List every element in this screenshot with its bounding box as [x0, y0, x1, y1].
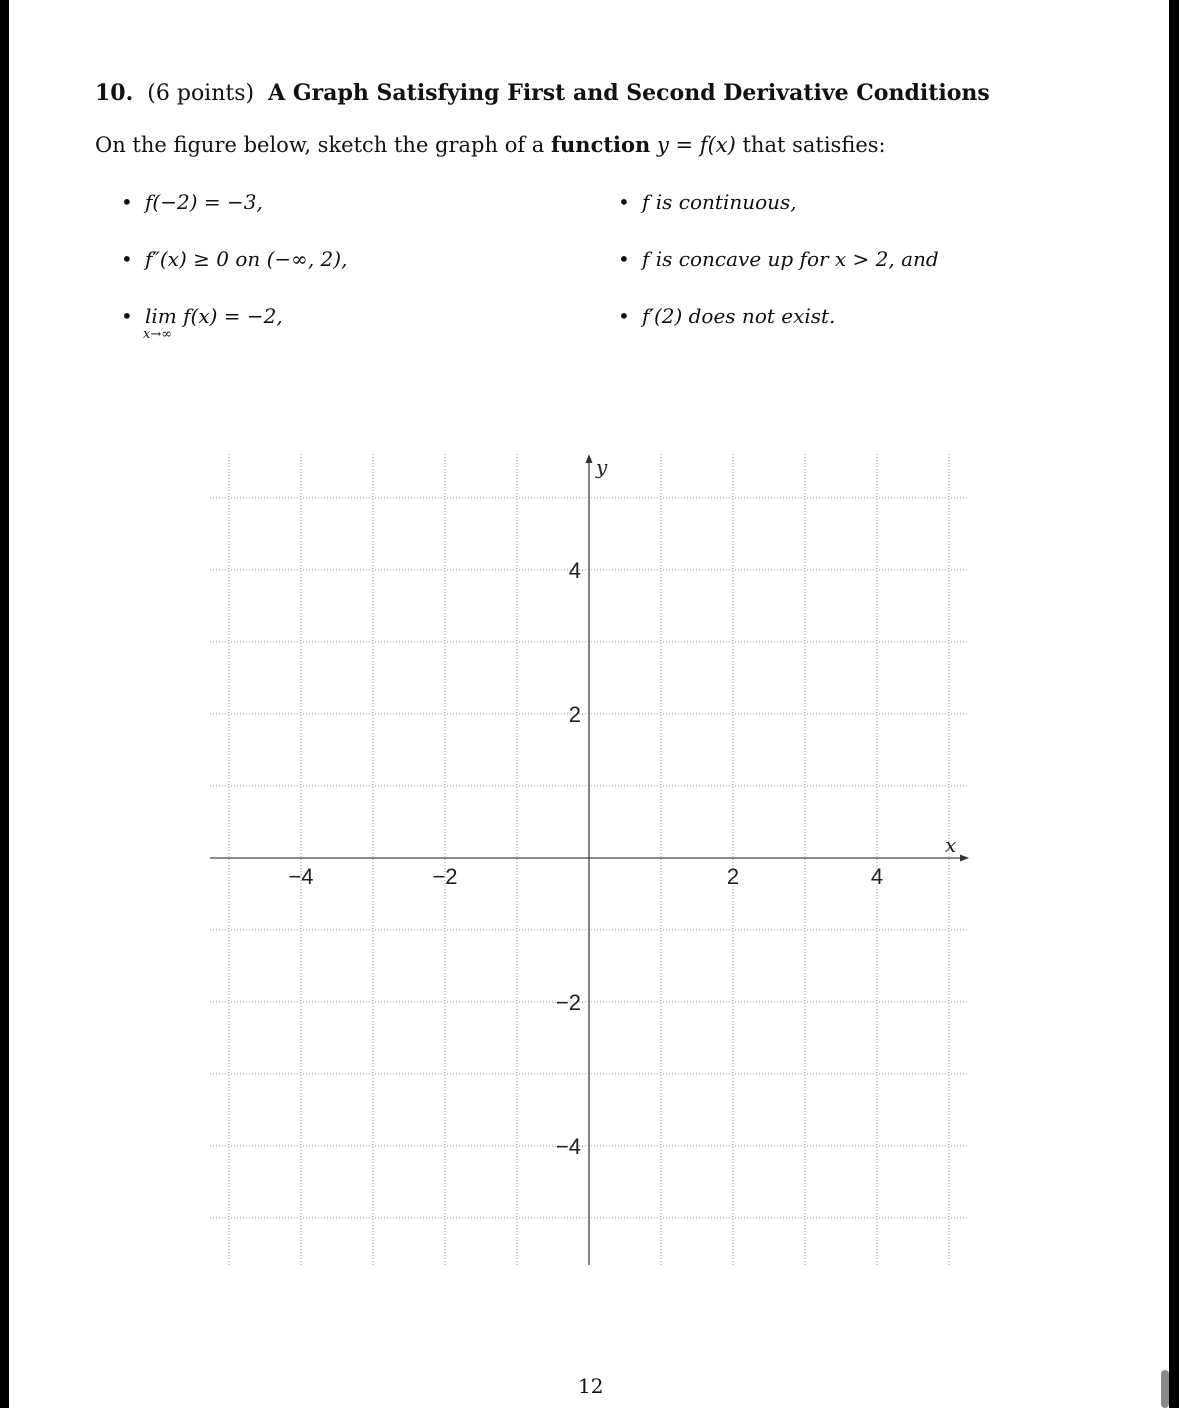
- y-axis-arrow-icon: [586, 454, 593, 463]
- bullet-icon: •: [121, 304, 133, 328]
- intro-text-end: that satisfies:: [735, 133, 886, 157]
- condition-text: f″(x) ≥ 0 on (−∞, 2),: [145, 247, 348, 271]
- page-number: 12: [578, 1374, 604, 1398]
- condition-text: f′(2) does not exist.: [642, 304, 836, 328]
- condition-text: f(−2) = −3,: [145, 190, 263, 214]
- problem-points: (6 points): [147, 81, 255, 106]
- x-tick-label: 2: [726, 864, 740, 889]
- coordinate-grid: [9, 0, 1169, 1408]
- y-tick-label: 4: [568, 558, 581, 583]
- problem-heading: A Graph Satisfying First and Second Derivative Conditions: [268, 80, 990, 106]
- y-tick-label: −4: [555, 1134, 581, 1159]
- condition-text: f is concave up for x > 2, and: [642, 247, 939, 271]
- problem-number: 10.: [95, 80, 134, 106]
- worksheet-page: [9, 0, 1169, 1408]
- x-tick-label: −2: [432, 864, 458, 889]
- limit-subscript: x→∞: [143, 327, 173, 342]
- intro-bold-word: function: [551, 132, 651, 157]
- intro-text-start: On the figure below, sketch the graph of a: [95, 133, 551, 157]
- bullet-icon: •: [618, 304, 630, 328]
- bullet-icon: •: [618, 190, 630, 214]
- x-axis-label: x: [945, 833, 957, 857]
- scrollbar-thumb[interactable]: [1161, 1370, 1169, 1408]
- x-tick-label: −4: [288, 864, 314, 889]
- x-axis-arrow-icon: [960, 855, 969, 862]
- intro-equation: y = f(x): [657, 133, 736, 157]
- condition-text: f is continuous,: [642, 190, 797, 214]
- x-tick-label: 4: [870, 864, 884, 889]
- condition-text: lim f(x) = −2,: [145, 304, 283, 328]
- bullet-icon: •: [121, 190, 133, 214]
- bullet-icon: •: [121, 247, 133, 271]
- y-axis-label: y: [596, 455, 608, 479]
- y-tick-label: −2: [555, 990, 581, 1015]
- y-tick-label: 2: [568, 702, 581, 727]
- bullet-icon: •: [618, 247, 630, 271]
